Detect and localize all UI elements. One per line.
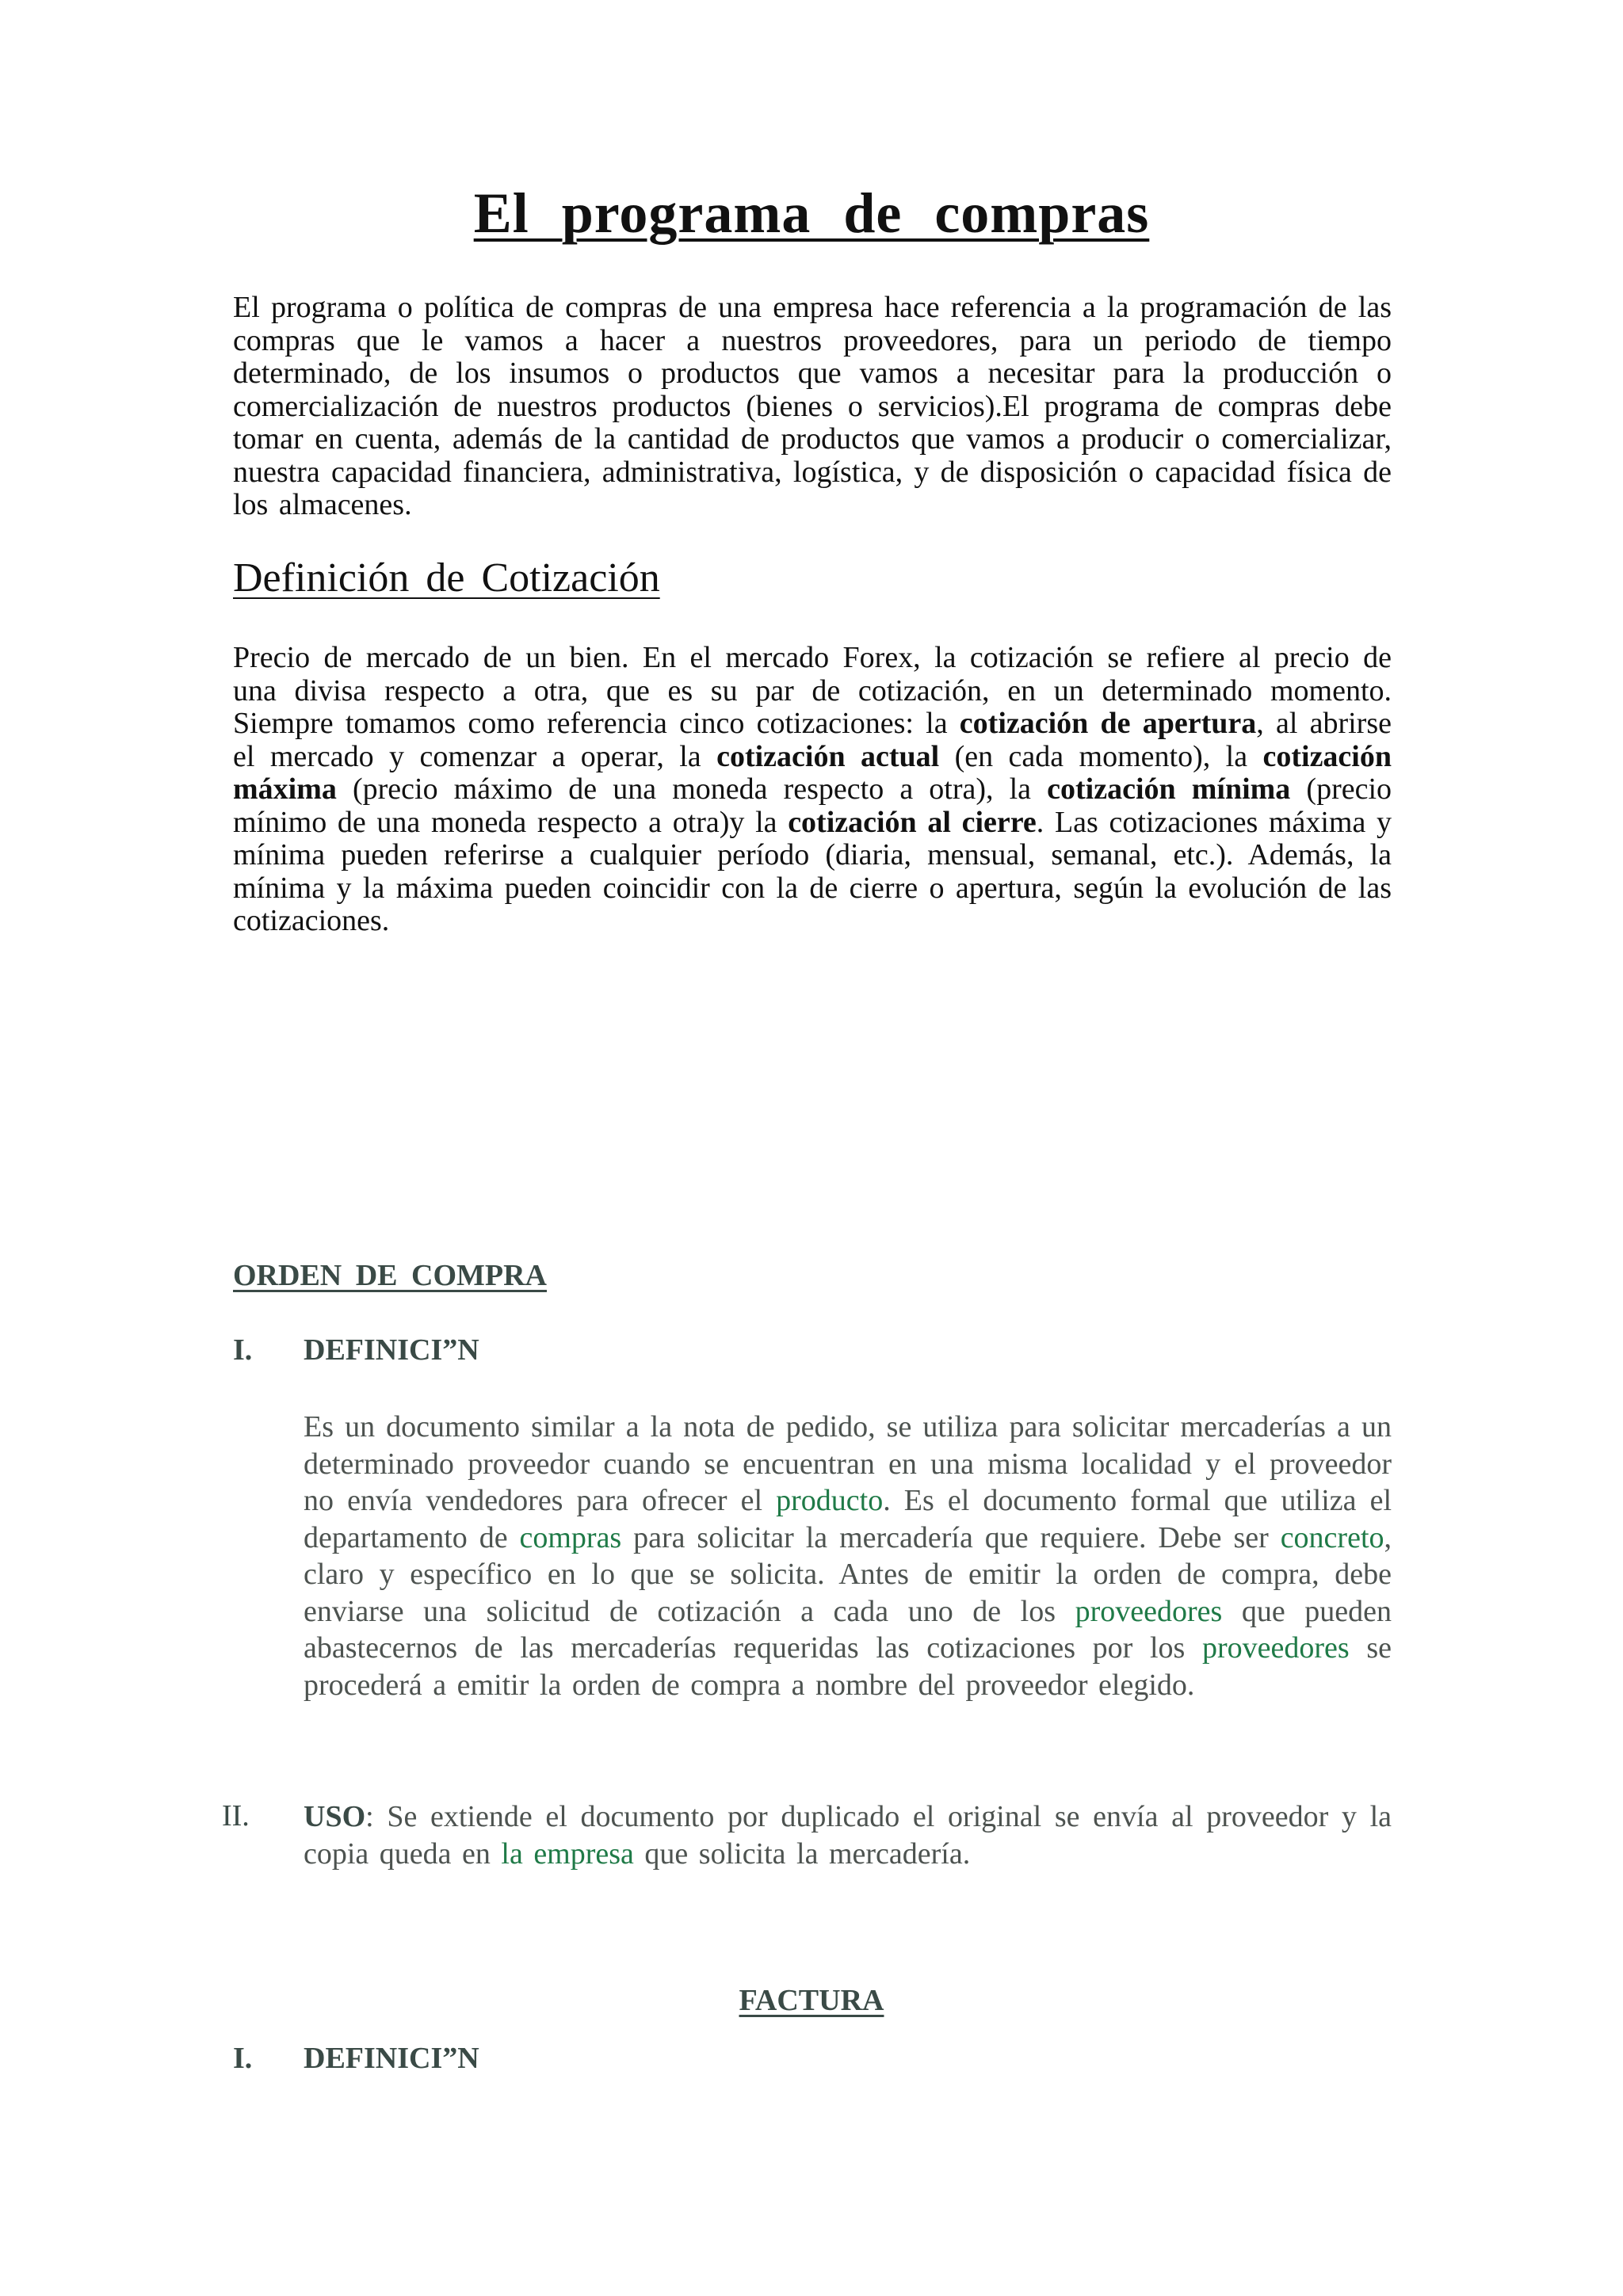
proveedores-link[interactable]: proveedores: [1201, 1631, 1350, 1665]
section-number: II.: [222, 1799, 250, 1833]
section-number: I.: [233, 2042, 253, 2075]
definicion-heading: DEFINICI”N: [304, 2042, 479, 2075]
bold-term: cotización máxima: [233, 739, 1392, 806]
factura-title: FACTURA: [739, 1984, 884, 2017]
text-run: , al abrirse el mercado y comenzar a operar, la: [233, 707, 1392, 773]
text-run: . Es el documento formal que utiliza el departamento de: [304, 1484, 1392, 1554]
orden-definicion-paragraph: [304, 1409, 1392, 1703]
page-title: El programa de compras: [473, 181, 1150, 245]
bold-term: cotización actual: [716, 739, 940, 773]
text-run: (precio máximo de una moneda respecto a otra), la: [336, 772, 1048, 806]
definicion-heading: DEFINICI”N: [304, 1333, 479, 1367]
text-run: Es un documento similar a la nota de pedido, se utiliza para solicitar mercaderías a un determinado proveedor cuando se encuentran en una misma localidad y el proveedor no envía vendedores para ofrecer el: [304, 1410, 1392, 1517]
text-run: (precio mínimo de una moneda respecto a otra)y la: [233, 772, 1392, 839]
text-run: que pueden abastecernos de las mercaderías requeridas las cotizaciones por los: [304, 1594, 1392, 1665]
empresa-link[interactable]: la empresa: [501, 1836, 634, 1871]
text-run: , claro y específico en lo que se solicita. Antes de emitir la orden de compra, debe enviarse una solicitud de cotización a cada uno de los: [304, 1520, 1392, 1628]
cotizacion-paragraph: [233, 642, 1392, 938]
intro-paragraph: El programa o política de compras de una empresa hace referencia a la programación de las compras que le vamos a hacer a nuestros proveedores, para un periodo de tiempo determinado, de los insumos o productos que vamos a necesitar para la producción o comercialización de nuestros productos (bienes o servicios).El programa de compras debe tomar en cuenta, además de la cantidad de productos que vamos a producir o comercializar, nuestra capacidad financiera, administrativa, logística, y de disposición o capacidad física de los almacenes.: [233, 291, 1392, 521]
uso-label: USO: [304, 1800, 366, 1833]
text-run: para solicitar la mercadería que requiere. Debe ser: [621, 1520, 1281, 1554]
section-number: I.: [233, 1333, 253, 1367]
compras-link[interactable]: compras: [519, 1520, 622, 1554]
text-run: que solicita la mercadería.: [633, 1836, 971, 1871]
bold-term: cotización al cierre: [788, 805, 1037, 839]
text-run: : Se extiende el documento por duplicado el original se envía al proveedor y la copia queda en: [304, 1800, 1392, 1871]
text-run: (en cada momento), la: [939, 739, 1263, 773]
bold-term: cotización de apertura: [959, 707, 1257, 740]
orden-compra-title: ORDEN DE COMPRA: [233, 1259, 547, 1292]
text-run: . Las cotizaciones máxima y mínima pueden referirse a cualquier período (diaria, mensual, semanal, etc.). Además, la mínima y la máxima pueden coincidir con la de cierre o apertura, según la evolución de las cotizaciones.: [233, 805, 1392, 937]
concreto-link[interactable]: concreto: [1280, 1520, 1384, 1554]
text-run: Precio de mercado de un bien. En el mercado Forex, la cotización se refiere al precio de una divisa respecto a otra, que es su par de cotización, en un determinado momento. Siempre tomamos como referencia cinco cotizaciones: la: [233, 641, 1392, 740]
bold-term: cotización mínima: [1047, 772, 1291, 806]
proveedores-link[interactable]: proveedores: [1075, 1594, 1223, 1628]
producto-link[interactable]: producto: [776, 1484, 884, 1517]
uso-paragraph: [304, 1798, 1392, 1872]
text-run: se procederá a emitir la orden de compra a nombre del proveedor elegido.: [304, 1631, 1392, 1702]
cotizacion-heading: Definición de Cotización: [233, 555, 660, 601]
